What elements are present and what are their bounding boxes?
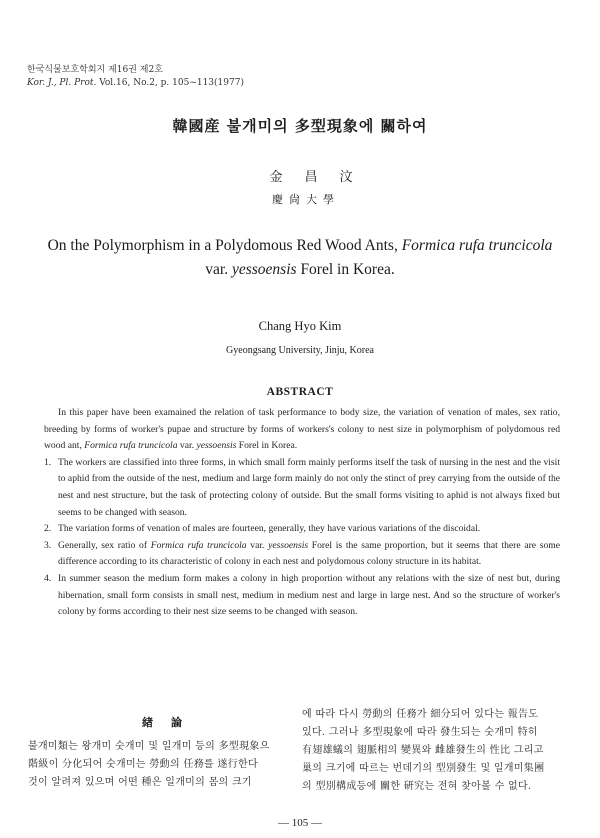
body-left-column bbox=[28, 738, 296, 792]
journal-abbrev: Kor. J., Pl. Prot. bbox=[27, 78, 97, 88]
abstract-heading: ABSTRACT bbox=[266, 386, 334, 398]
page-number: — 105 — bbox=[278, 817, 322, 829]
left-line: 불개미類는 왕개미 숫개미 및 일개미 등의 多型現象으 bbox=[28, 741, 270, 752]
journal-header-korean: 한국식물보호학회지 제16권 제2호 bbox=[27, 65, 163, 75]
left-line: 것이 알려져 있으며 어떤 種은 일개미의 몸의 크기 bbox=[28, 777, 252, 788]
right-line: 에 따라 다시 勞動의 任務가 細分되어 있다는 報告도 bbox=[302, 709, 539, 720]
journal-header bbox=[27, 64, 244, 90]
english-title bbox=[40, 234, 560, 282]
right-line: 有翅雄蟻의 翅脈相의 變異와 雌雄發生의 性比 그리고 bbox=[302, 745, 544, 756]
korean-author: 金昌汶 bbox=[269, 170, 375, 185]
right-line: 巢의 크기에 따르는 번데기의 型別發生 및 일개미集團 bbox=[302, 763, 545, 774]
title-part-3: Forel in Korea. bbox=[296, 261, 395, 278]
finding-item-3: 3. Generally, sex ratio of Formica rufa truncicola var. yessoensis Forel is the same proportion, but it seems that there are some difference according to its characteristic of colony in each nest and polydomous colony structure in its habitat. bbox=[44, 539, 560, 568]
body-right-column bbox=[302, 706, 574, 796]
right-line: 있다. 그러나 多型現象에 따라 發生되는 숫개미 特히 bbox=[302, 727, 538, 738]
finding-item-4: 4. In summer season the medium form makes a colony in high proportion without any relations with the size of nest but, during hibernation, small form consists in small nest, medium in medium nest and large in large nest. And so the structure of worker's colony by forms according to their nest size seems to be changed with season. bbox=[44, 572, 560, 618]
title-species: Formica rufa truncicola bbox=[401, 237, 553, 254]
title-variety: yessoensis bbox=[231, 261, 297, 278]
english-affiliation: Gyeongsang University, Jinju, Korea bbox=[226, 345, 374, 356]
title-part-1: On the Polymorphism in a Polydomous Red Wood Ants, bbox=[47, 237, 402, 254]
title-part-2: var. bbox=[205, 261, 232, 278]
right-line: 의 型別構成등에 關한 硏究는 전혀 찾아볼 수 없다. bbox=[302, 781, 532, 792]
english-author: Chang Hyo Kim bbox=[258, 319, 342, 333]
left-line: 階級이 分化되어 숫개미는 勞動의 任務를 遂行한다 bbox=[28, 759, 258, 770]
korean-affiliation: 慶尙大學 bbox=[272, 193, 340, 206]
finding-item-2: 2. The variation forms of venation of males are fourteen, generally, they have various variations of the discoidal. bbox=[44, 523, 481, 535]
introduction-heading: 緖論 bbox=[142, 716, 200, 729]
abstract-findings-list bbox=[44, 455, 560, 621]
abstract-intro: In this paper have been examained the relation of task performance to body size, the variation of venation of males, sex ratio, breeding by forms of worker's pupae and structure by forms of workers's colony to nest size in polymorphism of polydomous red wood ant, Formica rufa truncicola var. yessoensis Forel in Korea. bbox=[44, 407, 560, 452]
journal-volume: Vol.16, No.2, p. 105~113(1977) bbox=[96, 78, 244, 88]
korean-title: 韓國産 불개미의 多型現象에 關하여 bbox=[172, 117, 428, 135]
finding-item-1: 1. The workers are classified into three forms, in which small form mainly performs itself the task of nursing in the nest and the visit to aphid from the outside of the nest, medium and large form mainly do not only the stinct of prey carrying from the outside of the nest and nest structure, but the task of protecting colony of outside. But the small forms visiting to aphid is not always fixed but seems to be changed with season. bbox=[44, 456, 560, 518]
journal-header-citation bbox=[27, 77, 244, 90]
abstract-body bbox=[44, 405, 560, 621]
